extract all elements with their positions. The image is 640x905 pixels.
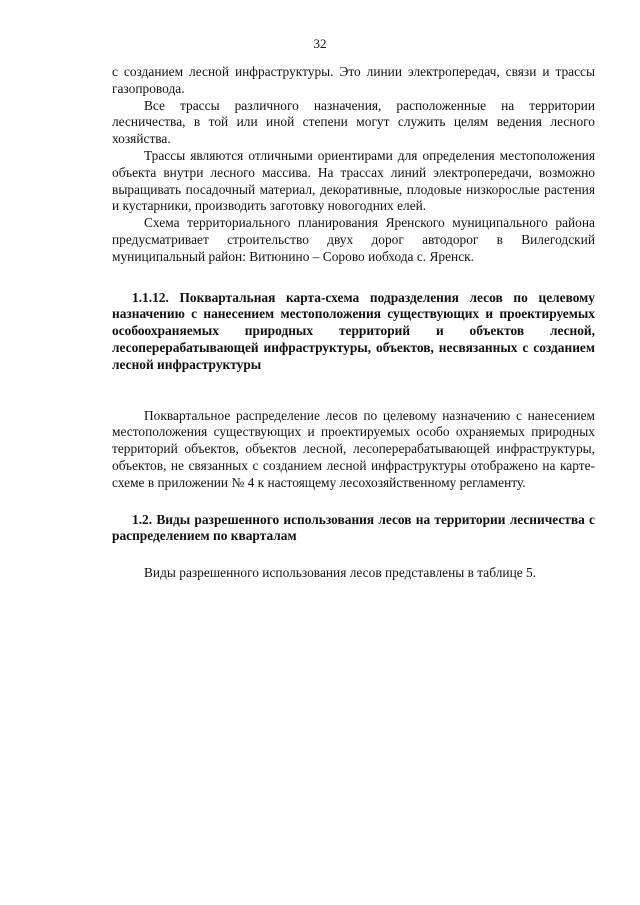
- paragraph-quarterly-distribution: Поквартальное распределение лесов по целевому назначению с нанесением местоположения существующих и проектируемых особо охраняемых природных территорий объектов, объектов лесной, лесоперерабатывающей инфраструктуры, объектов, не связанных с созданием лесной инфраструктуры отображено на карте-схеме в приложении № 4 к настоящему лесохозяйственному регламенту.: [112, 407, 595, 490]
- section-heading-1-2: 1.2. Виды разрешенного использования лесов на территории лесничества с распределением по кварталам: [112, 511, 595, 544]
- paragraph-infrastructure-lines: с созданием лесной инфраструктуры. Это линии электропередач, связи и трассы газопровода.: [112, 64, 595, 96]
- spacer: [112, 266, 595, 290]
- page-number: 32: [313, 36, 327, 51]
- paragraph-routes-purpose: Все трассы различного назначения, расположенные на территории лесничества, в той или иной степени могут служить целям ведения лесного хозяйства.: [112, 97, 595, 147]
- page-content: [112, 64, 595, 582]
- spacer: [112, 545, 595, 565]
- paragraph-permitted-uses: Виды разрешенного использования лесов представлены в таблице 5.: [144, 565, 537, 581]
- spacer: [112, 374, 595, 408]
- paragraph-routes-landmarks: Трассы являются отличными ориентирами для определения местоположения объекта внутри лесного массива. На трассах линий электропередачи, возможно выращивать посадочный материал, декоративные, плодовые низкорослые растения и кустарники, производить заготовку новогодних елей.: [112, 147, 595, 214]
- spacer: [112, 492, 595, 512]
- paragraph-territorial-planning: Схема территориального планирования Яренского муниципального района предусматривает строительство двух дорог автодорог в Вилегодский муниципальный район: Витюнино – Сорово иобхода с. Яренск.: [112, 215, 595, 264]
- section-heading-1-1-12: 1.1.12. Поквартальная карта-схема подразделения лесов по целевому назначению с нанесением местоположения существующих и проектируемых особоохраняемых природных территорий и объектов лесной, лесоперерабатывающей инфраструктуры, объектов, несвязанных с созданием лесной инфраструктуры: [112, 289, 595, 372]
